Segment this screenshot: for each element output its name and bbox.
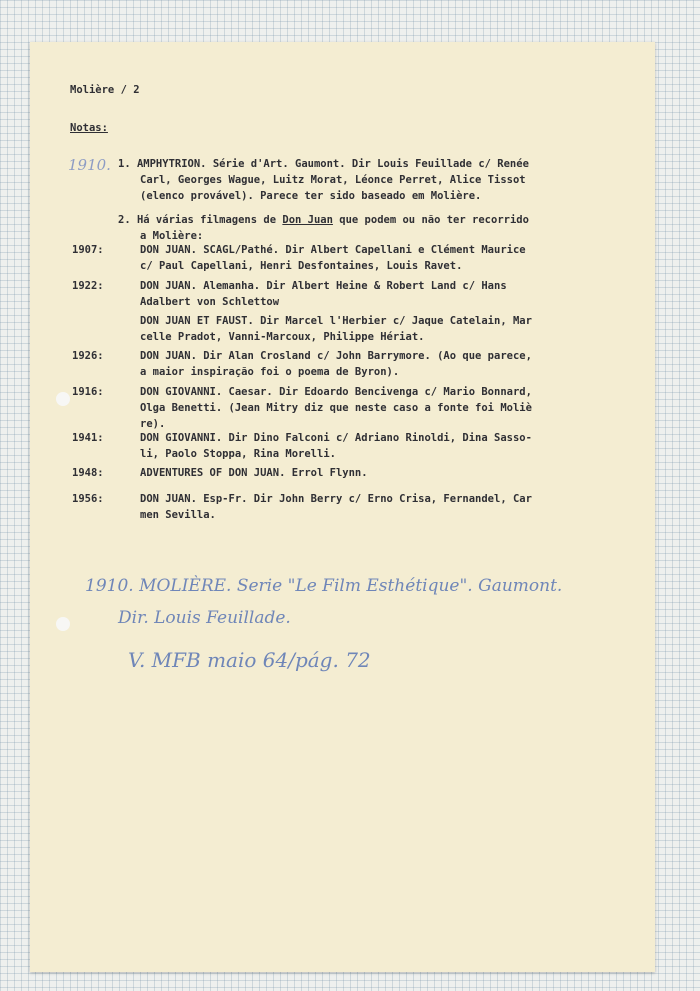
entry-text-line: Adalbert von Schlettow bbox=[140, 296, 280, 308]
page-header: Molière / 2 bbox=[70, 84, 140, 96]
entry-text-line: re). bbox=[140, 418, 166, 430]
handwritten-note-line3: V. MFB maio 64/pág. 72 bbox=[128, 648, 371, 672]
notes-label: Notas: bbox=[70, 122, 108, 134]
entry-text-line: DON JUAN. Alemanha. Dir Albert Heine & Robert Land c/ Hans bbox=[140, 280, 507, 292]
entry-year: 1907: bbox=[72, 244, 104, 256]
handwritten-note-line1: 1910. MOLIÈRE. Serie "Le Film Esthétique". Gaumont. bbox=[85, 576, 563, 596]
entry-text-line: ADVENTURES OF DON JUAN. Errol Flynn. bbox=[140, 467, 368, 479]
entry-text-line: c/ Paul Capellani, Henri Desfontaines, Louis Ravet. bbox=[140, 260, 463, 272]
note-item-2-line1: 2. Há várias filmagens de Don Juan que podem ou não ter recorrido bbox=[118, 214, 529, 226]
entry-year: 1926: bbox=[72, 350, 104, 362]
entry-text-line: a maior inspiração foi o poema de Byron). bbox=[140, 366, 400, 378]
entry-text-line: li, Paolo Stoppa, Rina Morelli. bbox=[140, 448, 336, 460]
entry-year: 1916: bbox=[72, 386, 104, 398]
entry-text-line: DON GIOVANNI. Dir Dino Falconi c/ Adriano Rinoldi, Dina Sasso- bbox=[140, 432, 532, 444]
punch-hole bbox=[56, 617, 70, 631]
entry-year: 1922: bbox=[72, 280, 104, 292]
entry-year: 1956: bbox=[72, 493, 104, 505]
note-item-1-line1: 1. AMPHYTRION. Série d'Art. Gaumont. Dir Louis Feuillade c/ Renée bbox=[118, 158, 529, 170]
entry-year: 1948: bbox=[72, 467, 104, 479]
note-item-1-line2: Carl, Georges Wague, Luitz Morat, Léonce Perret, Alice Tissot bbox=[140, 174, 526, 186]
entry-text-line: DON JUAN. SCAGL/Pathé. Dir Albert Capellani e Clément Maurice bbox=[140, 244, 526, 256]
entry-text-line: DON GIOVANNI. Caesar. Dir Edoardo Bencivenga c/ Mario Bonnard, bbox=[140, 386, 532, 398]
entry-year: 1941: bbox=[72, 432, 104, 444]
entry-text-line: celle Pradot, Vanni-Marcoux, Philippe Hériat. bbox=[140, 331, 425, 343]
punch-hole bbox=[56, 392, 70, 406]
note-item-2-line2: a Molière: bbox=[140, 230, 204, 242]
entry-text-line: Olga Benetti. (Jean Mitry diz que neste caso a fonte foi Moliè bbox=[140, 402, 532, 414]
margin-year-note: 1910. bbox=[68, 156, 111, 174]
entry-text-line: DON JUAN. Dir Alan Crosland c/ John Barrymore. (Ao que parece, bbox=[140, 350, 532, 362]
handwritten-note-line2: Dir. Louis Feuillade. bbox=[118, 608, 291, 628]
document-page bbox=[30, 42, 655, 972]
note-item-1-line3: (elenco provável). Parece ter sido baseado em Molière. bbox=[140, 190, 482, 202]
entry-text-line: DON JUAN ET FAUST. Dir Marcel l'Herbier c/ Jaque Catelain, Mar bbox=[140, 315, 532, 327]
entry-text-line: DON JUAN. Esp-Fr. Dir John Berry c/ Erno Crisa, Fernandel, Car bbox=[140, 493, 532, 505]
entry-text-line: men Sevilla. bbox=[140, 509, 216, 521]
